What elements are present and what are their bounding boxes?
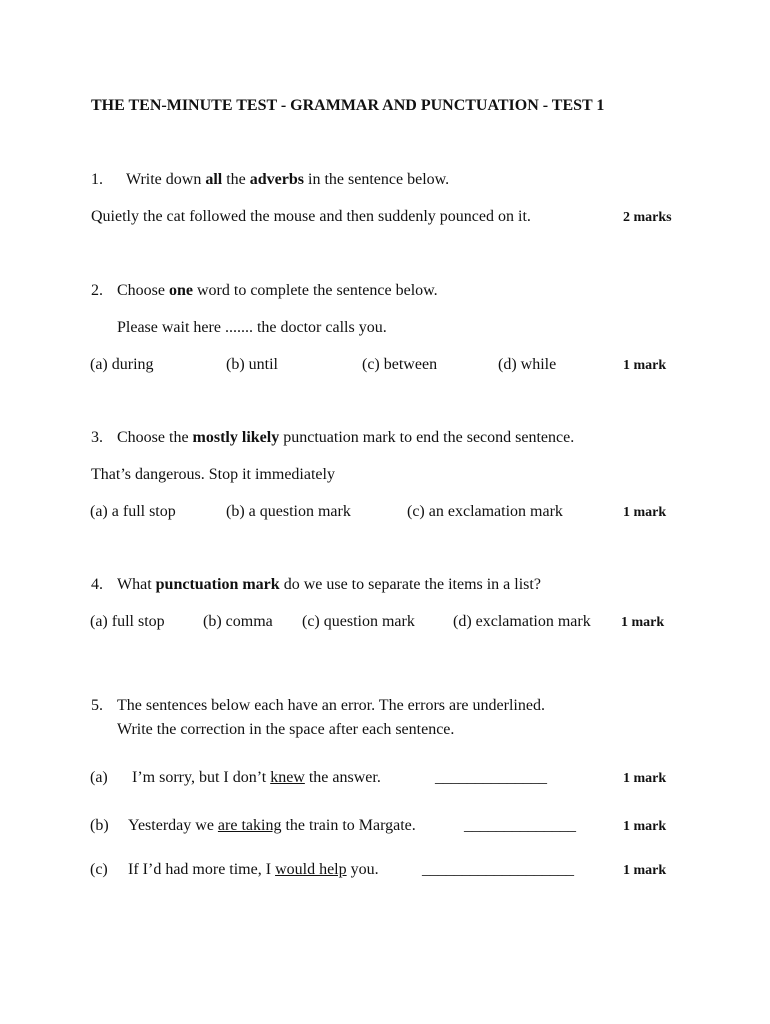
q2-marks: 1 mark (623, 358, 667, 373)
q4-text-pre: What (117, 576, 156, 593)
q5a-label: (a) (90, 769, 108, 786)
q3-option-c: (c) an exclamation mark (407, 503, 563, 520)
q2-text-pre: Choose (117, 282, 169, 299)
q5b-sentence (128, 816, 416, 836)
q2-text-post: word to complete the sentence below. (193, 282, 438, 299)
q1-sentence: Quietly the cat followed the mouse and then suddenly pounced on it. (91, 208, 531, 225)
q3-instruction (117, 428, 574, 448)
q1-text-post: in the sentence below. (304, 171, 450, 188)
q5a-answer-blank[interactable]: ______________ (435, 769, 547, 786)
q2-option-b: (b) until (226, 356, 278, 373)
q3-text-post: punctuation mark to end the second sentence. (279, 429, 575, 446)
q5c-sentence (128, 860, 379, 880)
q2-option-c: (c) between (362, 356, 438, 373)
q1-number: 1. (91, 171, 103, 188)
q4-bold-punctuation-mark: punctuation mark (155, 576, 280, 593)
q5a-sentence (132, 768, 381, 788)
q3-option-a: (a) a full stop (90, 503, 176, 520)
q5b-marks: 1 mark (623, 819, 667, 834)
q5b-text-pre: Yesterday we (128, 817, 218, 834)
q1-bold-adverbs: adverbs (249, 171, 305, 188)
q1-text-pre: Write down (126, 171, 206, 188)
q3-marks: 1 mark (623, 505, 667, 520)
q5b-text-post: the train to Margate. (281, 817, 416, 834)
q1-instruction (126, 170, 449, 190)
q2-option-a: (a) during (90, 356, 154, 373)
q4-number: 4. (91, 576, 103, 593)
q5c-label: (c) (90, 861, 108, 878)
q5a-text-pre: I’m sorry, but I don’t (132, 769, 271, 786)
q1-marks: 2 marks (623, 210, 672, 225)
q4-text-post: do we use to separate the items in a list? (279, 576, 541, 593)
q4-option-a: (a) full stop (90, 613, 165, 630)
q3-text-pre: Choose the (117, 429, 193, 446)
q5c-error-underlined: would help (275, 861, 347, 878)
q4-option-b: (b) comma (203, 613, 273, 630)
q4-option-c: (c) question mark (302, 613, 415, 630)
q5c-text-post: you. (346, 861, 379, 878)
q2-option-d: (d) while (498, 356, 557, 373)
q5b-label: (b) (90, 817, 109, 834)
q5a-marks: 1 mark (623, 771, 667, 786)
q3-option-b: (b) a question mark (226, 503, 351, 520)
q5a-error-underlined: knew (270, 769, 305, 786)
q2-sentence: Please wait here ....... the doctor calls you. (117, 319, 387, 336)
q5b-error-underlined: are taking (217, 817, 282, 834)
page-title: THE TEN-MINUTE TEST - GRAMMAR AND PUNCTUATION - TEST 1 (91, 97, 605, 114)
q5b-answer-blank[interactable]: ______________ (464, 817, 576, 834)
q1-bold-all: all (205, 171, 223, 188)
q2-bold-one: one (169, 282, 193, 299)
q5-instruction-line2: Write the correction in the space after each sentence. (117, 721, 455, 738)
q5c-answer-blank[interactable]: ___________________ (422, 861, 574, 878)
q2-instruction (117, 281, 438, 301)
q4-instruction (117, 575, 541, 595)
q3-number: 3. (91, 429, 103, 446)
q3-bold-mostly-likely: mostly likely (192, 429, 280, 446)
q5a-text-post: the answer. (304, 769, 381, 786)
q4-marks: 1 mark (621, 615, 665, 630)
q1-text-mid: the (222, 171, 250, 188)
q5c-marks: 1 mark (623, 863, 667, 878)
q3-sentence: That’s dangerous. Stop it immediately (91, 466, 335, 483)
q5-instruction-line1: The sentences below each have an error. The errors are underlined. (117, 697, 545, 714)
q5c-text-pre: If I’d had more time, I (128, 861, 276, 878)
q4-option-d: (d) exclamation mark (453, 613, 591, 630)
q2-number: 2. (91, 282, 103, 299)
q5-number: 5. (91, 697, 103, 714)
